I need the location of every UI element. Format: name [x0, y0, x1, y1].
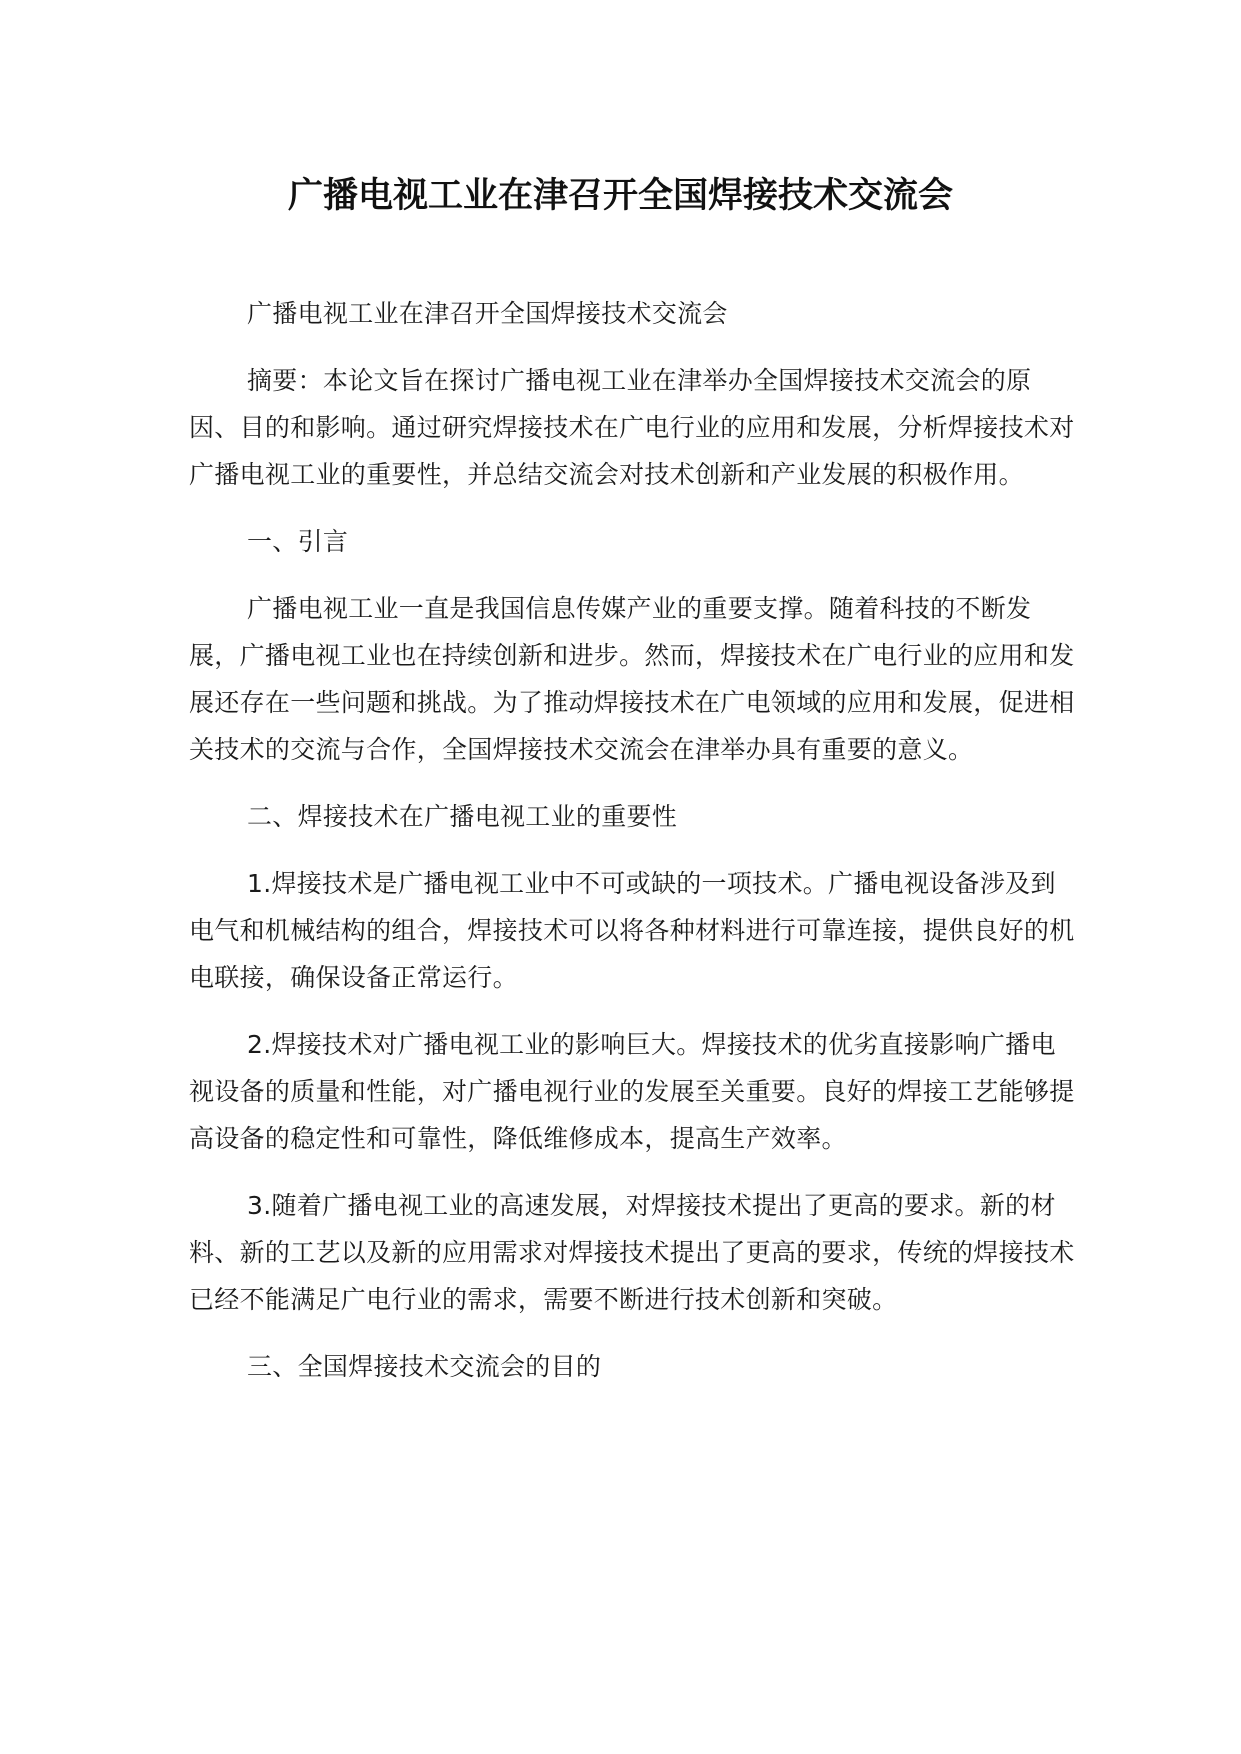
paragraph-subtitle: 广播电视工业在津召开全国焊接技术交流会 [247, 299, 728, 328]
paragraph-point-2: 2.焊接技术对广播电视工业的影响巨大。焊接技术的优劣直接影响广播电视设备的质量和性能，对广播电视行业的发展至关重要。良好的焊接工艺能够提高设备的稳定性和可靠性，降低维修成本，提高生产效率。 [189, 1030, 1075, 1153]
paragraph-point-1: 1.焊接技术是广播电视工业中不可或缺的一项技术。广播电视设备涉及到电气和机械结构的组合，焊接技术可以将各种材料进行可靠连接，提供良好的机电联接，确保设备正常运行。 [189, 869, 1075, 992]
paragraph-introduction: 广播电视工业一直是我国信息传媒产业的重要支撑。随着科技的不断发展，广播电视工业也在持续创新和进步。然而，焊接技术在广电行业的应用和发展还存在一些问题和挑战。为了推动焊接技术在广电领域的应用和发展，促进相关技术的交流与合作，全国焊接技术交流会在津举办具有重要的意义。 [189, 594, 1075, 764]
paragraph-abstract: 摘要：本论文旨在探讨广播电视工业在津举办全国焊接技术交流会的原因、目的和影响。通过研究焊接技术在广电行业的应用和发展，分析焊接技术对广播电视工业的重要性，并总结交流会对技术创新和产业发展的积极作用。 [189, 366, 1075, 489]
document-title: 广播电视工业在津召开全国焊接技术交流会 [287, 176, 953, 216]
section-heading-purpose: 三、全国焊接技术交流会的目的 [247, 1352, 602, 1381]
document-body [189, 290, 1079, 1410]
paragraph-point-3: 3.随着广播电视工业的高速发展，对焊接技术提出了更高的要求。新的材料、新的工艺以及新的应用需求对焊接技术提出了更高的要求，传统的焊接技术已经不能满足广电行业的需求，需要不断进行技术创新和突破。 [189, 1191, 1075, 1314]
section-heading-importance: 二、焊接技术在广播电视工业的重要性 [247, 802, 678, 831]
section-heading-introduction: 一、引言 [247, 527, 349, 556]
